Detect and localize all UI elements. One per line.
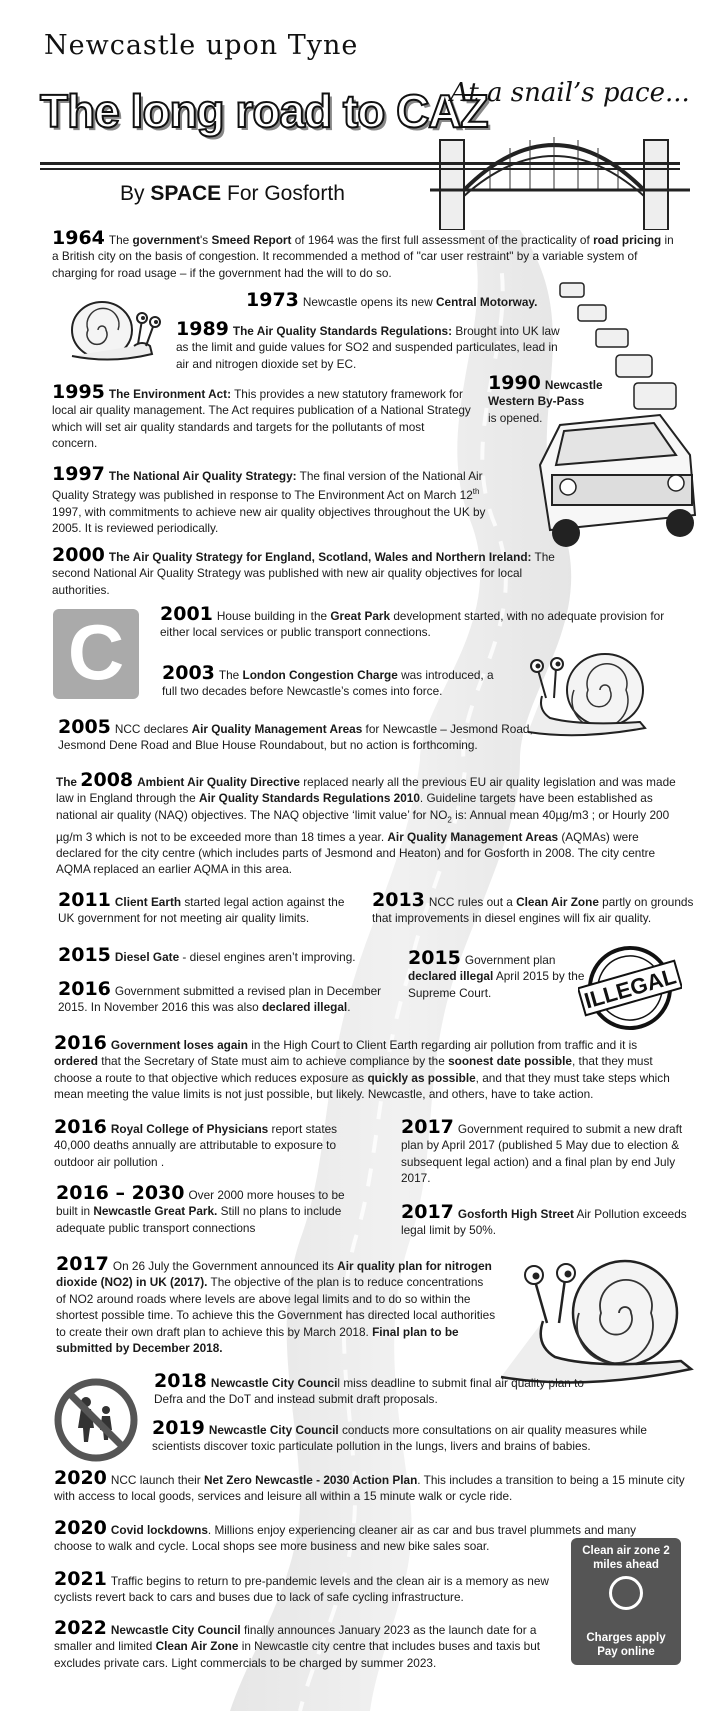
caz-sign-top-text: Clean air zone 2 miles ahead [582,1545,670,1571]
tagline: At a snail’s pace... [450,78,690,108]
entry-2022: 2022 Newcastle City Council finally announces January 2023 as the launch date for a smaller and limited Clean Air Zone in Newcastle city centre that includes buses and taxis but excludes private cars. Light commercials to be charged by summer 2023. [54,1617,541,1670]
svg-text:ILLEGAL: ILLEGAL [581,963,679,1014]
entry-2015-illegal: 2015 Government plan declared illegal April 2015 by the Supreme Court. [408,947,585,1000]
city-title: Newcastle upon Tyne [44,30,359,61]
clean-air-zone-sign [571,1538,681,1665]
entry-2000: 2000 The Air Quality Strategy for England, Scotland, Wales and Northern Ireland: The second National Air Quality Strategy was published with new air quality objectives for local authorities. [52,544,555,597]
entry-2016-2030: 2016 – 2030 Over 2000 more houses to be built in Newcastle Great Park. Still no plans to include adequate public transport connections [56,1182,345,1235]
entry-1997: 1997 The National Air Quality Strategy: The final version of the National Air Quality Strategy was published in response to The Environment Act on March 12th 1997, with commitments to achieve new air quality objectives throughout the UK by 2005. It is reviewed periodically. [52,463,486,536]
entry-2018: 2018 Newcastle City Council miss deadline to submit final air quality plan to Defra and the DoT and instead submit draft proposals. [154,1370,584,1407]
entry-1995: 1995 The Environment Act: This provides a new statutory framework for local air quality management. The Act requires publication of a National Strategy which will set air quality standards and targets for the pollutants of most concern. [52,381,471,451]
main-title: The long road to CAZ [40,85,488,137]
entry-2005: 2005 NCC declares Air Quality Management Areas for Newcastle – Jesmond Road, Jesmond Dene Road and Blue House Roundabout, but no action is forthcoming. [58,716,533,753]
entry-2016-revised-plan: 2016 Government submitted a revised plan in December 2015. In November 2016 this was also declared illegal. [58,978,382,1015]
caz-sign-bottom-text: Charges apply Pay online [586,1632,666,1658]
entry-1964: 1964 The government's Smeed Report of 1964 was the first full assessment of the practicality of road pricing in a British city on the basis of congestion. It recommended a method of "car user restraint" by a variable system of charging for road usage – if the government had the will to do so. [52,227,674,280]
entry-1990: 1990 Newcastle Western By-Pass is opened. [488,372,603,425]
congestion-charge-icon: C [53,609,139,699]
entry-1973: 1973 Newcastle opens its new Central Motorway. [246,289,538,311]
entry-2020-covid: 2020 Covid lockdowns. Millions enjoy experiencing cleaner air as car and bus travel plummets and many choose to walk and cycle. Local shops see more business and new bike sales soar. [54,1517,637,1554]
entry-2017-no2-plan: 2017 On 26 July the Government announced its Air quality plan for nitrogen dioxide (NO2) in UK (2017). The objective of the plan is to reduce concentrations of NO2 around roads where levels are above legal limits and to do so within the shortest possible time. To achieve this the Government has directed local authorities to create their own draft plan to achieve this by March 2018. Final plan to be submitted by December 2018. [56,1253,496,1356]
entry-2003: 2003 The London Congestion Charge was introduced, a full two decades before Newcastle’s comes into force. [162,662,494,699]
entry-2015-diesel-gate: 2015 Diesel Gate - diesel engines aren’t improving. [58,944,356,966]
header-rule [40,162,680,170]
entry-2008: The 2008 Ambient Air Quality Directive replaced nearly all the previous EU air quality legislation and was made law in England through the Air Quality Standards Regulations 2010. Guideline targets have been established as national air quality (NAQ) objectives. The NAQ objective ‘limit value’ for $NO_2$ is: Annual mean 40µg/m3 ; or Hourly 200 µg/m 3 which is not to be exceeded more than 18 times a year. Air Quality Management Areas (AQMAs) were declared for the city centre (which includes parts of Jesmond and Heaton) and for Gosforth in 2008. The city centre AQMA replaced an earlier AQMA in this area. [56,769,676,877]
entry-2001: 2001 House building in the Great Park development started, with no adequate provision for either local services or public transport connections. [160,603,665,640]
byline: By SPACE For Gosforth [120,182,345,205]
illegal-stamp-icon [578,944,682,1032]
snail-illustration [62,290,162,370]
entry-2017-draft-plan: 2017 Government required to submit a new draft plan by April 2017 (published 5 May due to election & subsequent legal action) and a final plan by end July 2017. [401,1116,683,1186]
tyne-bridge-illustration [430,110,690,230]
entry-2019: 2019 Newcastle City Council conducts more consultations on air quality measures while scientists discover toxic particulate pollution in the lungs, livers and brains of babies. [152,1417,647,1454]
entry-2016-rcp: 2016 Royal College of Physicians report states 40,000 deaths annually are attributable to exposure to outdoor air pollution . [54,1116,338,1169]
entry-2017-gosforth: 2017 Gosforth High Street Air Pollution exceeds legal limit by 50%. [401,1201,687,1238]
entry-2016-government-loses: 2016 Government loses again in the High Court to Client Earth regarding air pollution from traffic and it is ordered that the Secretary of State must aim to achieve compliance by the soonest date possible, that they must choose a route to that objective which reduces exposure as quickly as possible, and that they must take steps which mean meeting the value limits is not just possible, but likely. Newcastle, and others, have to take action. [54,1032,670,1102]
entry-2020-net-zero: 2020 NCC launch their Net Zero Newcastle - 2030 Action Plan. This includes a transition to being a 15 minute city with access to local goods, services and leisure all within a 15 minute walk or cycle ride. [54,1467,685,1504]
entry-2021: 2021 Traffic begins to return to pre-pandemic levels and the clean air is a memory as new cyclists revert back to cars and buses due to lack of safe cycling infrastructure. [54,1568,549,1605]
entry-1989: 1989 The Air Quality Standards Regulations: Brought into UK law as the limit and guide values for SO2 and suspended particulates, lead in air and nitrogen dioxide set by EC. [176,318,560,371]
entry-2013: 2013 NCC rules out a Clean Air Zone partly on grounds that improvements in diesel engines will fix air quality. [372,889,694,926]
entry-2011: 2011 Client Earth started legal action against the UK government for not meeting air quality limits. [58,889,345,926]
caz-charge-icon [609,1576,643,1610]
byline-org: SPACE [150,182,222,205]
no-pedestrians-sign-icon [54,1378,138,1462]
